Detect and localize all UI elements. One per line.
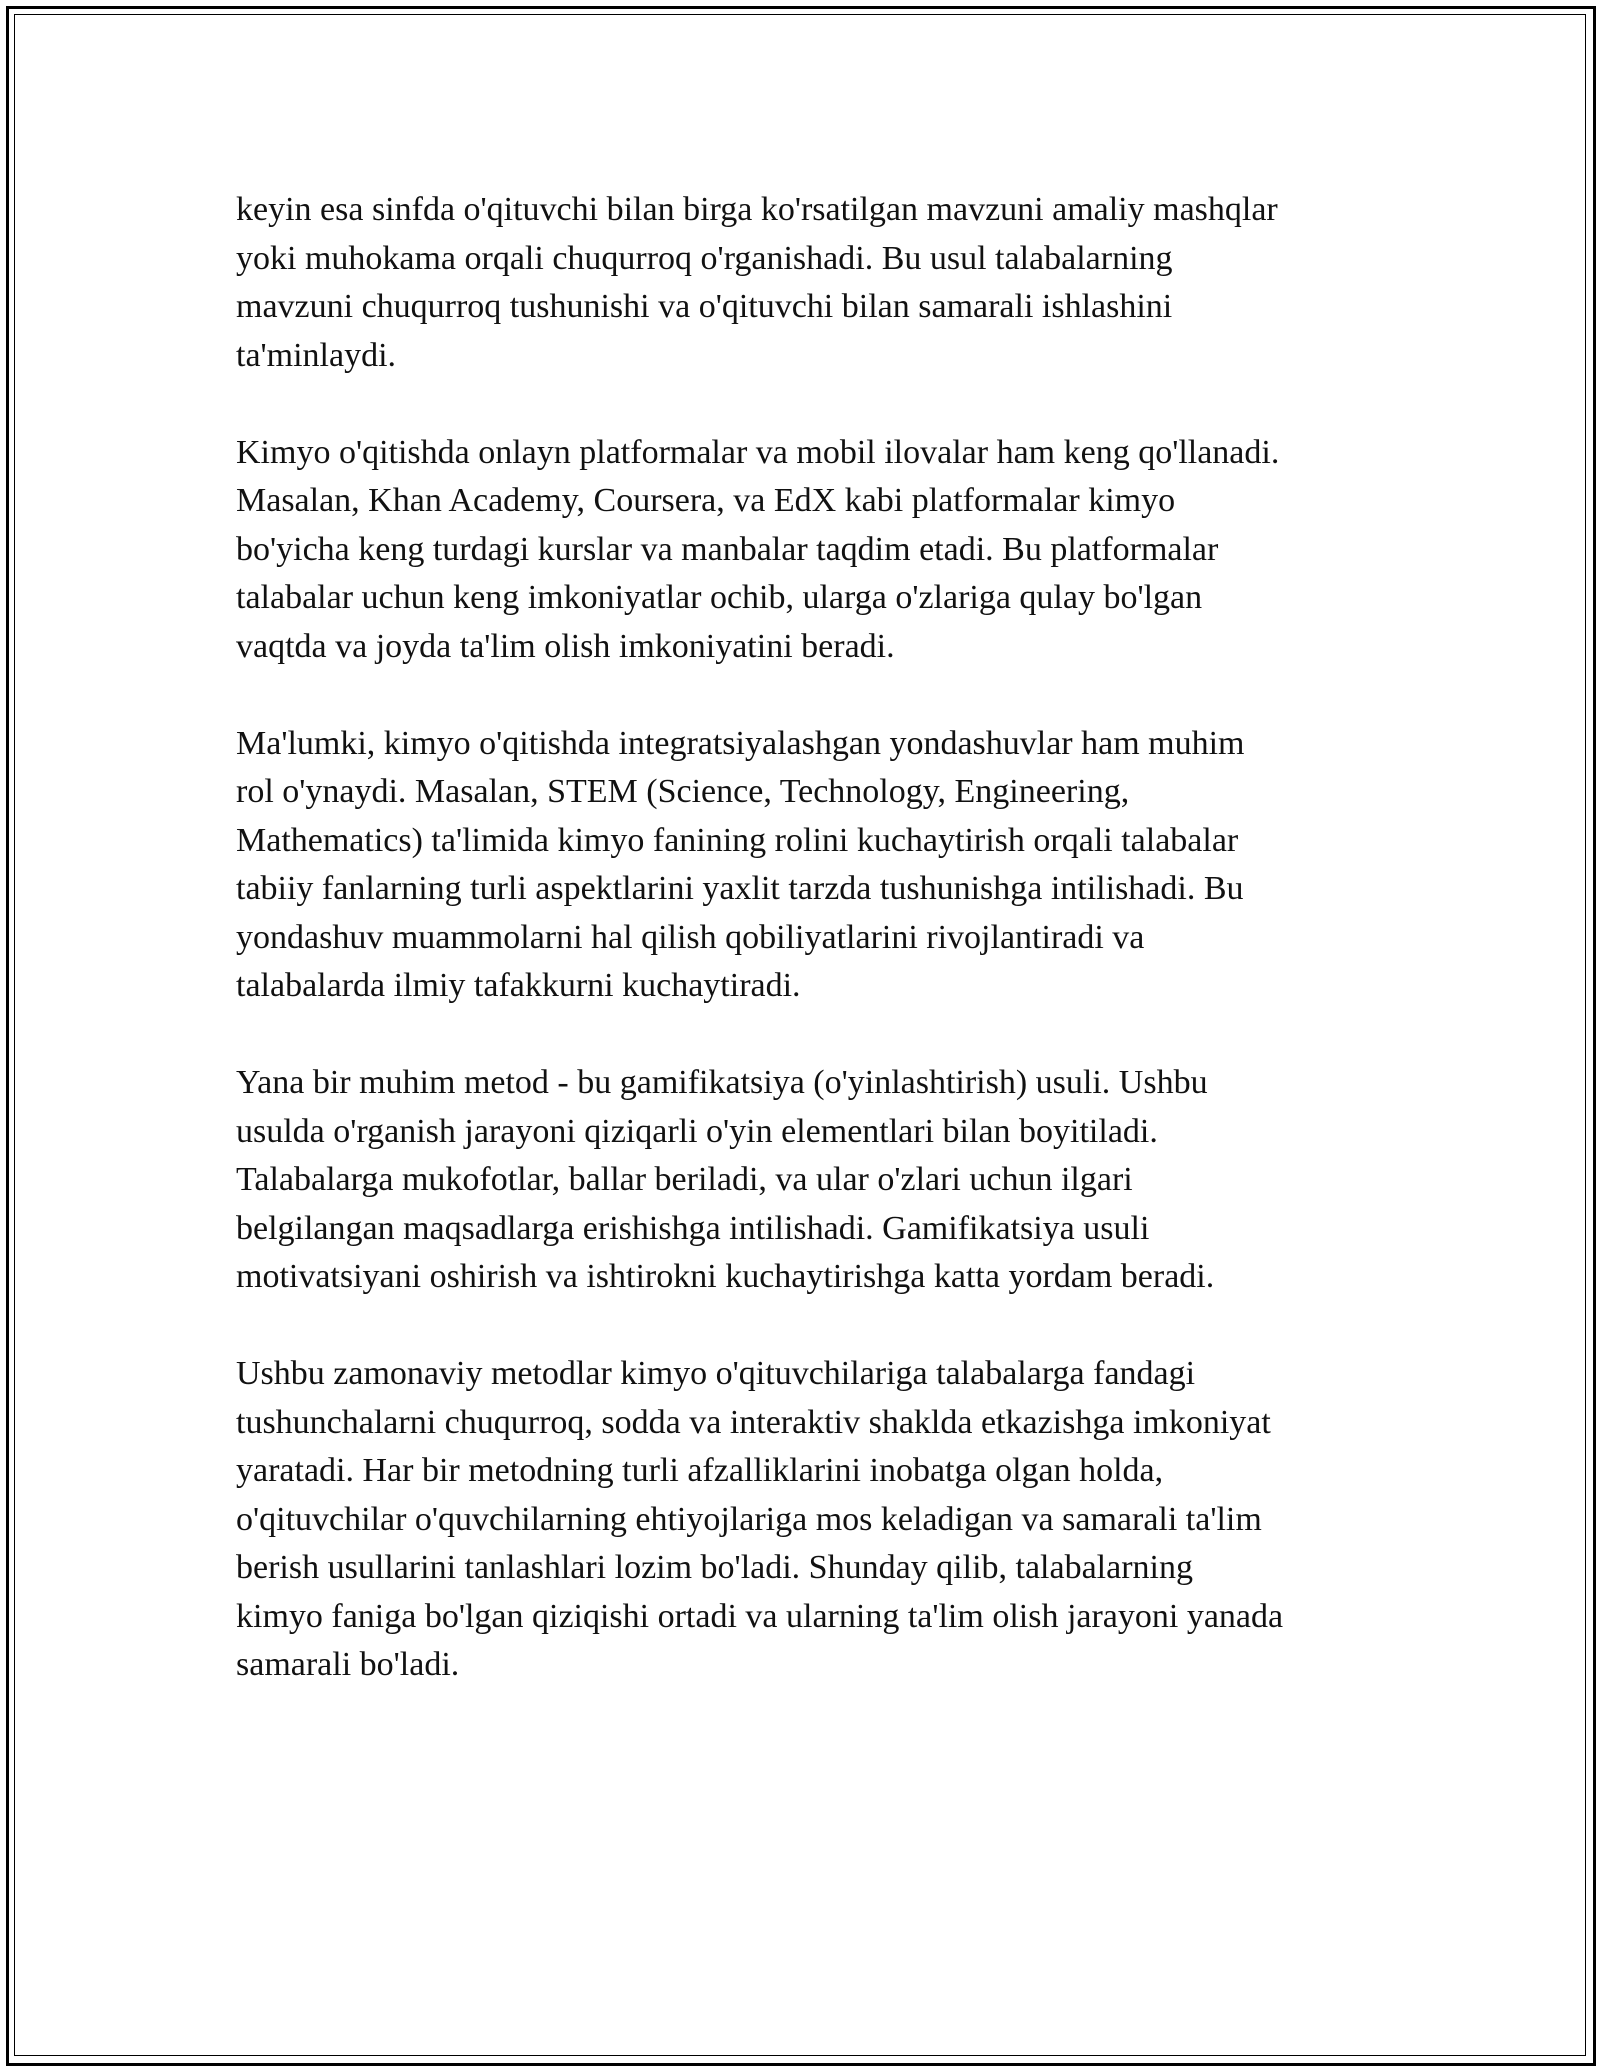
text-line: talabalarda ilmiy tafakkurni kuchaytiradi. [236,967,801,1004]
text-line: vaqtda va joyda ta'lim olish imkoniyatini beradi. [236,627,895,665]
text-line: yondashuv muammolarni hal qilish qobiliyatlarini rivojlantiradi va [236,918,1145,956]
text-line: Yana bir muhim metod - bu gamifikatsiya (o'yinlashtirish) usuli. Ushbu [236,1064,1208,1101]
text-line: Ushbu zamonaviy metodlar kimyo o'qituvchilariga talabalarga fandagi [236,1355,1196,1392]
text-line: mavzuni chuqurroq tushunishi va o'qituvchi bilan samarali ishlashini [236,288,1173,325]
text-line: keyin esa sinfda o'qituvchi bilan birga ko'rsatilgan mavzuni amaliy mashqlar [236,191,1278,228]
paragraph-1 [236,186,1386,380]
text-line: rol o'ynaydi. Masalan, STEM (Science, Technology, Engineering, [236,773,1130,810]
paragraph-5 [236,1350,1386,1690]
text-line: Masalan, Khan Academy, Coursera, va EdX kabi platformalar kimyo [236,482,1176,519]
paragraph-3 [236,720,1386,1011]
text-line: belgilangan maqsadlarga erishishga intilishadi. Gamifikatsiya usuli [236,1209,1150,1247]
text-line: Mathematics) ta'limida kimyo fanining rolini kuchaytirish orqali talabalar [236,821,1239,859]
text-line: talabalar uchun keng imkoniyatlar ochib, ularga o'zlariga qulay bo'lgan [236,579,1203,616]
text-line: samarali bo'ladi. [236,1646,460,1683]
text-line: Kimyo o'qitishda onlayn platformalar va mobil ilovalar ham keng qo'llanadi. [236,433,1280,471]
text-line: tushunchalarni chuqurroq, sodda va interaktiv shaklda etkazishga imkoniyat [236,1403,1271,1441]
document-body [236,186,1386,1738]
text-line: ta'minlaydi. [236,336,397,374]
paragraph-4 [236,1059,1386,1302]
text-line: Ma'lumki, kimyo o'qitishda integratsiyalashgan yondashuvlar ham muhim [236,724,1245,762]
text-line: kimyo faniga bo'lgan qiziqishi ortadi va ularning ta'lim olish jarayoni yanada [236,1597,1284,1635]
text-line: usulda o'rganish jarayoni qiziqarli o'yin elementlari bilan boyitiladi. [236,1112,1158,1150]
text-line: bo'yicha keng turdagi kurslar va manbalar taqdim etadi. Bu platformalar [236,530,1219,568]
paragraph-2 [236,429,1386,672]
text-line: o'qituvchilar o'quvchilarning ehtiyojlariga mos keladigan va samarali ta'lim [236,1500,1262,1538]
text-line: tabiiy fanlarning turli aspektlarini yaxlit tarzda tushunishga intilishadi. Bu [236,870,1244,907]
text-line: yaratadi. Har bir metodning turli afzalliklarini inobatga olgan holda, [236,1452,1164,1489]
text-line: berish usullarini tanlashlari lozim bo'ladi. Shunday qilib, talabalarning [236,1549,1193,1586]
text-line: motivatsiyani oshirish va ishtirokni kuchaytirishga katta yordam beradi. [236,1258,1215,1295]
text-line: yoki muhokama orqali chuqurroq o'rganishadi. Bu usul talabalarning [236,239,1173,277]
text-line: Talabalarga mukofotlar, ballar beriladi, va ular o'zlari uchun ilgari [236,1161,1133,1198]
